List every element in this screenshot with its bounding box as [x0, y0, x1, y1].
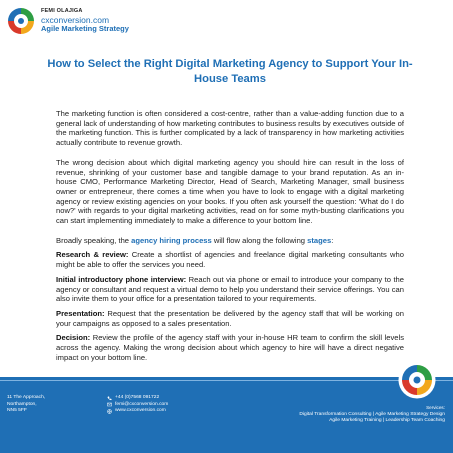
stage-term: Research & review:: [56, 250, 129, 260]
services-line: Agile Marketing Training | Leadership Team Coaching: [329, 418, 445, 424]
footer-contact: [107, 395, 168, 415]
phone-icon: [107, 396, 112, 401]
brand-tagline: Agile Marketing Strategy: [41, 24, 129, 34]
stage-item: [56, 309, 404, 328]
contact-email[interactable]: femi@cxconversion.com: [115, 401, 169, 407]
address-line: Northampton,: [7, 401, 37, 407]
stage-term: Initial introductory phone interview:: [56, 274, 187, 284]
brand-site: cxconversion.com: [41, 14, 110, 25]
stage-text: Request that the presentation be delivered by the agency staff that will be working on your campaigns as opposed to a sales presentation.: [56, 308, 404, 328]
footer-services: [185, 405, 445, 425]
footer-address: [7, 395, 45, 415]
stage-term: Presentation:: [56, 308, 105, 318]
stage-item: [56, 333, 404, 362]
paragraph-process: [56, 236, 404, 246]
address-line: NN5 5FF: [7, 408, 27, 413]
address-line: 11 The Approach,: [7, 395, 46, 400]
contact-phone[interactable]: +44 (0)7568 091722: [115, 395, 160, 400]
stage-text: Reach out via phone or email to introduce your company to the agency or consultant and request a virtual demo to help you understand their service offerings. You can also invite them to your office for a presentation tailored to your requirements.: [56, 274, 405, 304]
brand-block: [41, 9, 129, 33]
contact-web[interactable]: www.cxconversion.com: [115, 408, 166, 413]
services-label: Services:: [426, 405, 445, 410]
stage-item: [56, 275, 404, 304]
process-text-pre: Broadly speaking, the: [56, 235, 132, 245]
document-title: How to Select the Right Digital Marketing Agency to Support Your In-House Teams: [47, 58, 413, 85]
cxconversion-logo-icon: [6, 6, 36, 36]
paragraph-intro: The marketing function is often considered a cost-centre, rather than a value-adding function due to a general lack of understanding of how marketing contributes to business results by executives outside of the marketing function. This is further complicated by a lack of transparency in how marketing activities actually contribute to revenue growth.: [56, 109, 404, 148]
footer-logo-icon: [398, 361, 436, 399]
globe-icon: [107, 409, 112, 414]
stage-text: Create a shortlist of agencies and freelance digital marketing consultants who might be able to offer the services you need.: [56, 250, 404, 270]
email-icon: [107, 402, 112, 407]
services-line: Digital Transformation Consulting | Agile Marketing Strategy Design: [299, 411, 445, 417]
process-text-mid: will flow along the following: [211, 235, 308, 245]
paragraph-wrong-decision: The wrong decision about which digital marketing agency you should hire can result in the loss of revenue, shrinking of your customer base and tangible damage to your brand reputation. As an in-house CMO, Performance Marketing Director, Head of Search, Marketing Manager, small business owner or entrepreneur, there comes a time when you have to look to engage with a digital marketing agency or review existing agencies on your books. If you often ask yourself the question: 'What do I do now?' with regards to your digital marketing activities, read on for some myth-busting clarifications you can start implementing immediately to make a difference to your bottom line.: [56, 157, 404, 226]
process-text-end: :: [331, 235, 334, 245]
stage-term: Decision:: [56, 333, 91, 343]
stages-link[interactable]: stages: [307, 235, 332, 245]
brand-name: FEMI OLAJIGA: [41, 8, 83, 15]
header: [6, 6, 129, 36]
contact-web-row: [107, 408, 168, 415]
agency-hiring-process-link[interactable]: agency hiring process: [131, 235, 212, 245]
document-body: [56, 109, 404, 367]
footer-divider: [0, 380, 453, 381]
stage-text: Review the profile of the agency staff with your in-house HR team to confirm the skill levels across the agency. Making the wrong decision about which agency to hire will have a direct negative impact on your bottom line.: [56, 333, 404, 362]
stage-item: [56, 250, 404, 269]
